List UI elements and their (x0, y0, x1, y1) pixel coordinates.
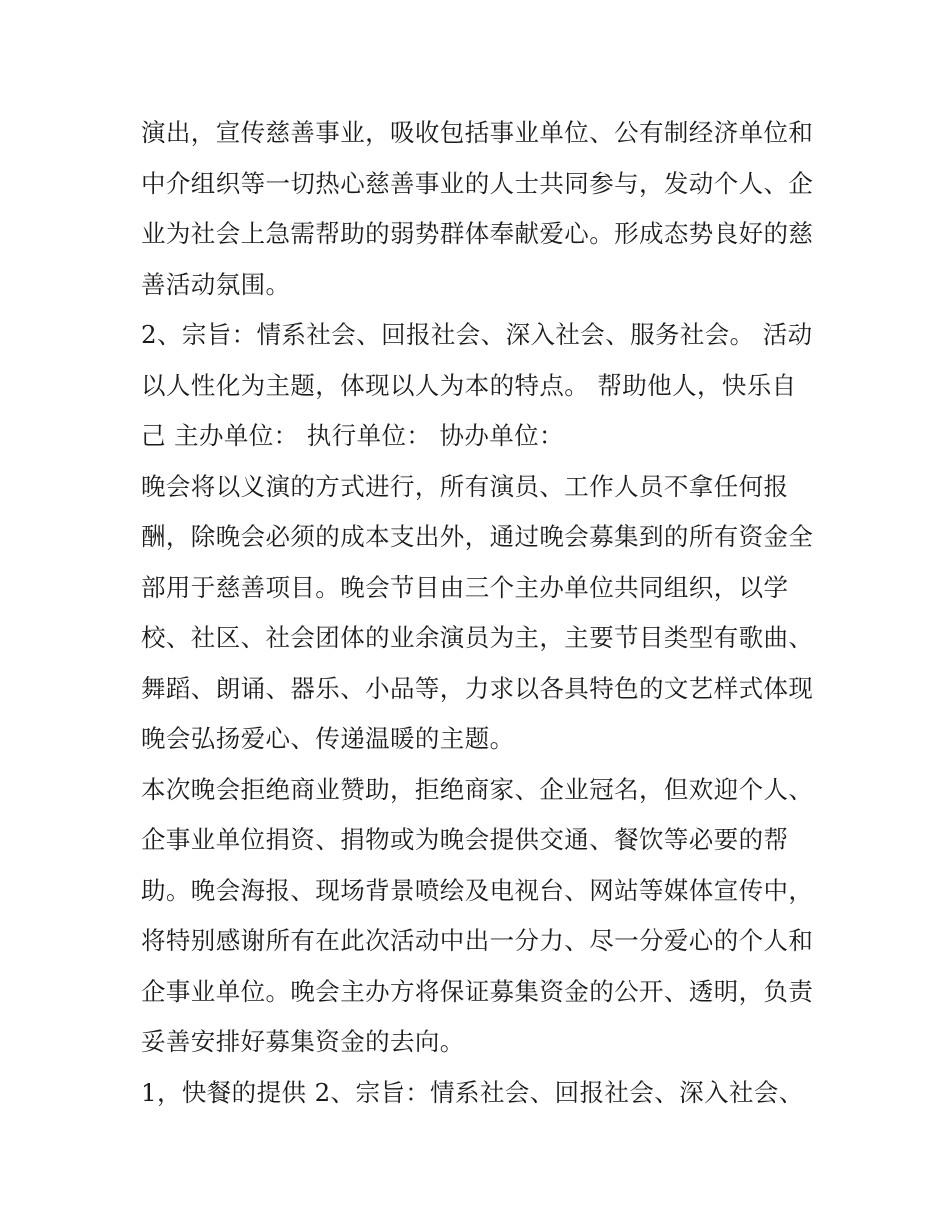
text-line: 以人性化为主题，体现以人为本的特点。 帮助他人，快乐自 (141, 370, 797, 400)
text-line: 部用于慈善项目。晚会节目由三个主办单位共同组织，以学 (141, 572, 789, 602)
text-line: 助。晚会海报、现场背景喷绘及电视台、网站等媒体宣传中， (141, 875, 814, 905)
text-line: 己 主办单位： 执行单位： 协办单位： (141, 421, 564, 450)
paragraph-purpose (141, 310, 821, 462)
text-line: 中介组织等一切热心慈善事业的人士共同参与，发动个人、企 (141, 168, 814, 198)
text-line: 企事业单位捐资、捐物或为晚会提供交通、餐饮等必要的帮 (141, 825, 789, 854)
text-line: 1，快餐的提供 2、宗旨：情系社会、回报社会、深入社会、 (141, 1077, 804, 1107)
text-line: 酬，除晚会必须的成本支出外，通过晚会募集到的所有资金全 (141, 522, 814, 551)
text-line: 晚会弘扬爱心、传递温暖的主题。 (141, 724, 515, 753)
text-line: 舞蹈、朗诵、器乐、小品等，力求以各具特色的文艺样式体现 (141, 673, 814, 703)
text-line: 企事业单位。晚会主办方将保证募集资金的公开、透明，负责 (141, 976, 814, 1006)
text-line: 校、社区、社会团体的业余演员为主，主要节目类型有歌曲、 (141, 623, 814, 652)
text-line: 将特别感谢所有在此次活动中出一分力、尽一分爱心的个人和 (141, 926, 814, 955)
text-line: 善活动氛围。 (141, 269, 291, 299)
text-line: 2、宗旨：情系社会、回报社会、深入社会、服务社会。 活动 (141, 320, 813, 349)
text-line: 业为社会上急需帮助的弱势群体奉献爱心。形成态势良好的慈 (141, 219, 814, 248)
paragraph-sponsorship-policy (141, 765, 821, 1068)
document-body (141, 108, 821, 1118)
paragraph-benefit-performance (141, 462, 821, 765)
paragraph-charity-promotion (141, 108, 821, 310)
text-line: 晚会将以义演的方式进行，所有演员、工作人员不拿任何报 (141, 471, 789, 501)
paragraph-fast-food (141, 1068, 821, 1119)
text-line: 演出，宣传慈善事业，吸收包括事业单位、公有制经济单位和 (141, 118, 814, 147)
text-line: 本次晚会拒绝商业赞助，拒绝商家、企业冠名，但欢迎个人、 (141, 774, 814, 804)
text-line: 妥善安排好募集资金的去向。 (141, 1027, 465, 1056)
